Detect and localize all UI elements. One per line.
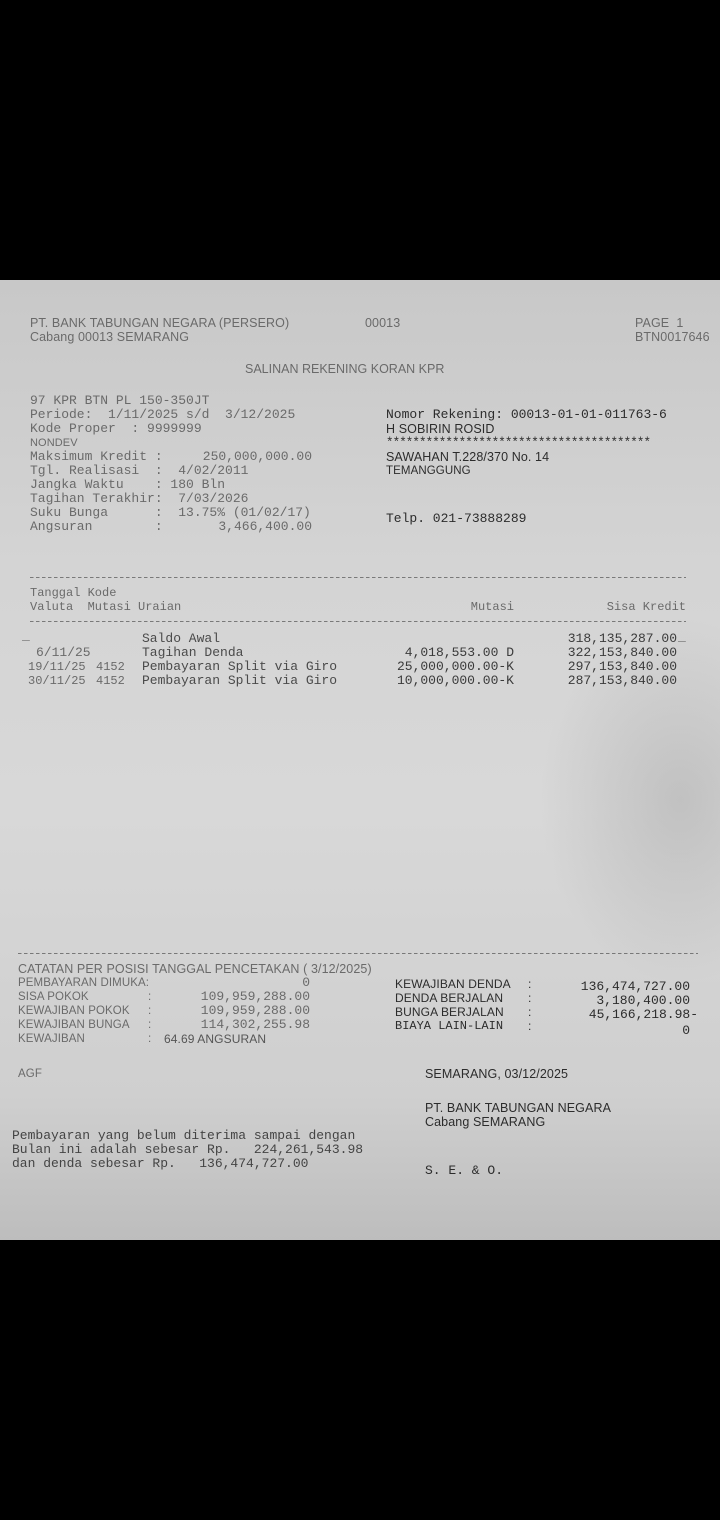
summary-value: 114,302,255.98 — [200, 1017, 310, 1032]
colon: : — [528, 1019, 532, 1033]
doc-code: BTN0017646 — [635, 330, 710, 344]
column-sisa-kredit: Sisa Kredit — [606, 600, 686, 614]
colon: : — [528, 991, 532, 1005]
row-description: Pembayaran Split via Giro — [142, 673, 338, 688]
row-sisa-kredit: 297,153,840.00 — [567, 659, 677, 674]
summary-label: KEWAJIBAN BUNGA — [18, 1019, 130, 1031]
tgl-realisasi: Tgl. Realisasi : 4/02/2011 — [30, 463, 249, 478]
kode-proper: Kode Proper : 9999999 — [30, 421, 202, 436]
note-line-1: Pembayaran yang belum diterima sampai dengan — [12, 1128, 356, 1143]
summary-value: 0 — [302, 975, 310, 990]
summary-value: 109,959,288.00 — [200, 1003, 310, 1018]
branch-code: 00013 — [365, 316, 401, 330]
summary-right-value: 3,180,400.00 — [596, 993, 690, 1008]
row-marker-left: _ — [22, 628, 30, 643]
colon: : — [148, 1033, 152, 1045]
summary-label: KEWAJIBAN — [18, 1033, 85, 1045]
nondev: NONDEV — [30, 437, 78, 449]
row-date: 19/11/25 — [28, 660, 86, 674]
masked-line: **************************************** — [386, 436, 651, 450]
table-row — [0, 674, 720, 688]
table-row — [0, 646, 720, 660]
address-line-2: TEMANGGUNG — [386, 465, 471, 477]
page-label: PAGE 1 — [635, 316, 684, 330]
divider-summary — [18, 953, 698, 954]
colon: : — [148, 1019, 152, 1031]
statement-paper — [0, 280, 720, 1240]
divider-top — [30, 577, 686, 578]
operator-code: AGF — [18, 1068, 42, 1080]
branch-name: Cabang 00013 SEMARANG — [30, 330, 190, 344]
summary-right-label: BIAYA LAIN-LAIN — [395, 1019, 504, 1033]
nomor-rekening: Nomor Rekening: 00013-01-01-011763-6 — [386, 407, 667, 422]
table-header-line-1: Tanggal Kode — [30, 586, 117, 600]
colon: : — [528, 1005, 532, 1019]
row-date: 30/11/25 — [28, 674, 86, 688]
colon: : — [148, 1005, 152, 1017]
table-row — [0, 660, 720, 674]
signatory-bank: PT. BANK TABUNGAN NEGARA — [425, 1101, 612, 1115]
summary-title: CATATAN PER POSISI TANGGAL PENCETAKAN ( 3/12/2025) — [18, 962, 372, 976]
table-row — [0, 629, 720, 646]
row-mutasi: 4,018,553.00 D — [404, 645, 514, 660]
summary-label: PEMBAYARAN DIMUKA: — [18, 977, 150, 989]
place-date: SEMARANG, 03/12/2025 — [425, 1067, 569, 1081]
angsuran-label: Angsuran : — [30, 519, 163, 534]
summary-label: KEWAJIBAN POKOK — [18, 1005, 130, 1017]
row-description: Tagihan Denda — [142, 645, 244, 660]
row-code: 4152 — [96, 660, 125, 674]
summary-right-label: DENDA BERJALAN — [395, 991, 504, 1005]
telephone: Telp. 021-73888289 — [386, 511, 527, 526]
summary-value: 109,959,288.00 — [200, 989, 310, 1004]
divider-header — [30, 621, 686, 622]
suku-bunga: Suku Bunga : 13.75% (01/02/17) — [30, 505, 311, 520]
row-code: 4152 — [96, 674, 125, 688]
tagihan-terakhir: Tagihan Terakhir: 7/03/2026 — [30, 491, 249, 506]
periode: Periode: 1/11/2025 s/d 3/12/2025 — [30, 407, 296, 422]
summary-label: SISA POKOK — [18, 991, 89, 1003]
maksimum-kredit-value: 250,000,000.00 — [202, 449, 312, 464]
row-mutasi: 25,000,000.00-K — [396, 659, 514, 674]
row-date: 6/11/25 — [36, 645, 91, 660]
account-holder-name: H SOBIRIN ROSID — [386, 422, 495, 436]
summary-right-label: KEWAJIBAN DENDA — [395, 977, 511, 991]
product-name: 97 KPR BTN PL 150-350JT — [30, 393, 210, 408]
bank-name: PT. BANK TABUNGAN NEGARA (PERSERO) — [30, 316, 290, 330]
document-title: SALINAN REKENING KORAN KPR — [245, 362, 445, 376]
column-mutasi: Mutasi — [470, 600, 514, 614]
summary-right-label: BUNGA BERJALAN — [395, 1005, 504, 1019]
summary-value: 64.69 ANGSURAN — [164, 1032, 267, 1046]
note-line-2: Bulan ini adalah sebesar Rp. 224,261,543.98 — [12, 1142, 364, 1157]
angsuran-value: 3,466,400.00 — [218, 519, 312, 534]
seo-mark: S. E. & O. — [425, 1163, 504, 1178]
summary-right-value: 136,474,727.00 — [580, 979, 690, 994]
row-sisa-kredit: 318,135,287.00 — [567, 631, 677, 646]
note-line-3: dan denda sebesar Rp. 136,474,727.00 — [12, 1156, 309, 1171]
colon: : — [528, 977, 532, 991]
summary-right-value: 45,166,218.98- — [588, 1007, 698, 1022]
row-sisa-kredit: 322,153,840.00 — [567, 645, 677, 660]
summary-right-value: 0 — [682, 1023, 690, 1038]
table-header-line-2: Valuta Mutasi Uraian — [30, 600, 182, 614]
row-marker-right: _ — [678, 629, 686, 644]
jangka-waktu: Jangka Waktu : 180 Bln — [30, 477, 226, 492]
colon: : — [148, 991, 152, 1003]
row-sisa-kredit: 287,153,840.00 — [567, 673, 677, 688]
maksimum-kredit-label: Maksimum Kredit : — [30, 449, 163, 464]
row-mutasi: 10,000,000.00-K — [396, 673, 514, 688]
row-description: Pembayaran Split via Giro — [142, 659, 338, 674]
signatory-branch: Cabang SEMARANG — [425, 1115, 546, 1129]
address-line-1: SAWAHAN T.228/370 No. 14 — [386, 450, 550, 464]
row-description: Saldo Awal — [142, 631, 221, 646]
